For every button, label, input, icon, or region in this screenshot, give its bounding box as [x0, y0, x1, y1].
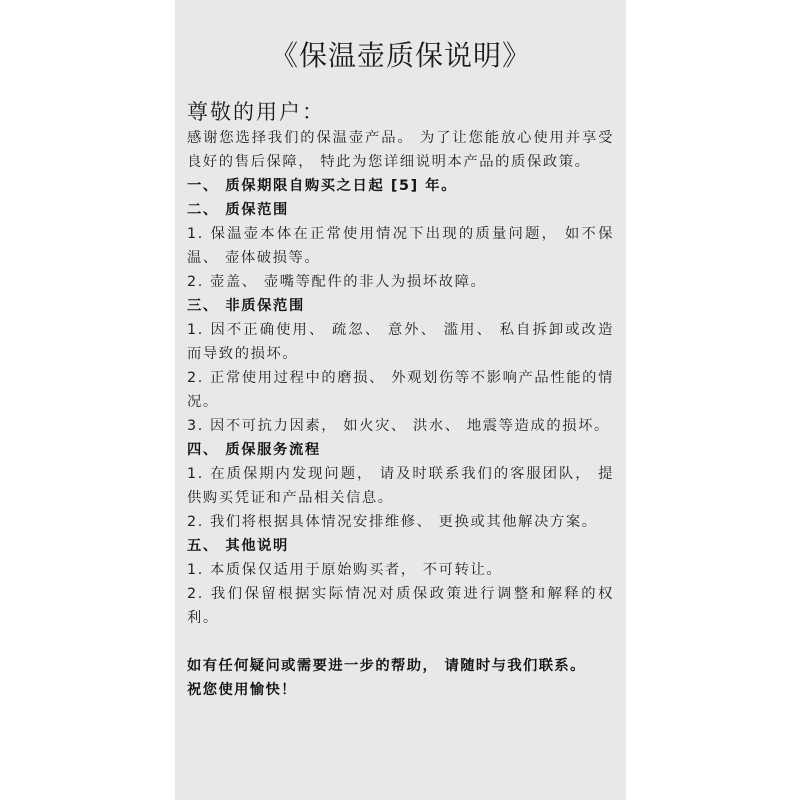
list-item: 1. 因不正确使用、 疏忽、 意外、 滥用、 私自拆卸或改造而导致的损坏。 [187, 322, 614, 362]
section-heading: 二、 质保范围 [187, 202, 289, 218]
list-item: 1. 在质保期内发现问题， 请及时联系我们的客服团队， 提供购买凭证和产品相关信息。 [187, 466, 614, 506]
list-item: 2. 我们保留根据实际情况对质保政策进行调整和解释的权利。 [187, 586, 614, 626]
spacer [187, 630, 614, 654]
list-item: 1. 保温壶本体在正常使用情况下出现的质量问题， 如不保温、 壶体破损等。 [187, 226, 614, 266]
section-other-notes [187, 534, 614, 630]
list-item: 2. 正常使用过程中的磨损、 外观划伤等不影响产品性能的情况。 [187, 370, 614, 410]
section-warranty-period [187, 174, 614, 198]
greeting: 尊敬的用户： [187, 100, 325, 124]
closing-wish: 祝您使用愉快！ [187, 682, 297, 698]
section-heading: 五、 其他说明 [187, 538, 289, 554]
list-item: 3. 因不可抗力因素， 如火灾、 洪水、 地震等造成的损坏。 [187, 418, 610, 434]
closing-line: 如有任何疑问或需要进一步的帮助， 请随时与我们联系。 [187, 658, 586, 674]
section-heading: 四、 质保服务流程 [187, 442, 321, 458]
section-non-warranty-scope [187, 294, 614, 438]
list-item: 2. 我们将根据具体情况安排维修、 更换或其他解决方案。 [187, 514, 598, 530]
list-item: 1. 本质保仅适用于原始购买者， 不可转让。 [187, 562, 503, 578]
document-title: 《保温壶质保说明》 [269, 39, 531, 72]
section-service-process [187, 438, 614, 534]
section-heading: 一、 质保期限自购买之日起 [5] 年。 [187, 178, 458, 194]
section-warranty-scope [187, 198, 614, 294]
section-heading: 三、 非质保范围 [187, 298, 305, 314]
list-item: 2. 壶盖、 壶嘴等配件的非人为损坏故障。 [187, 274, 487, 290]
document-panel [175, 0, 626, 800]
intro-paragraph: 感谢您选择我们的保温壶产品。 为了让您能放心使用并享受良好的售后保障， 特此为您详细说明本产品的质保政策。 [187, 130, 614, 170]
document-body [187, 98, 614, 702]
